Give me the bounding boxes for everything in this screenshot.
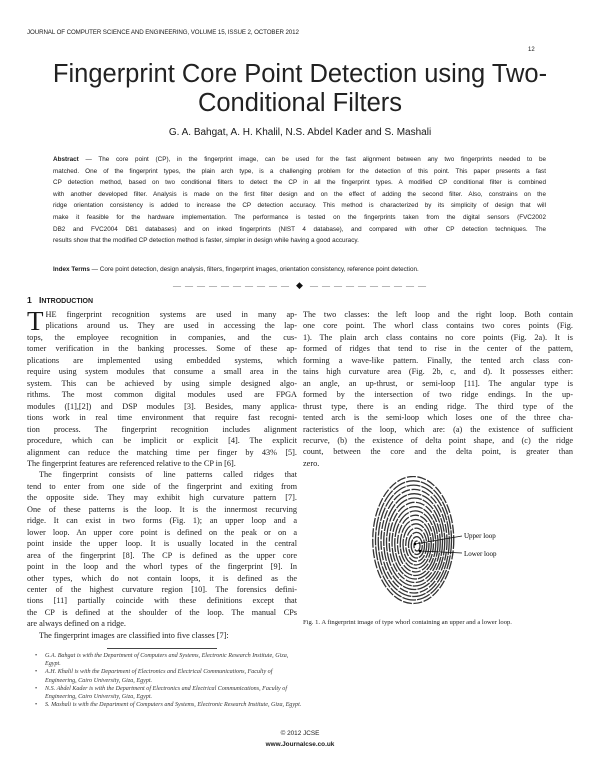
lower-loop-label: Lower loop <box>464 550 497 558</box>
text-line-content: point inside the upper loop. It is usually located in the central <box>27 539 297 549</box>
text-line-content: formed of ridges that tend to rise in the center of the pattern, <box>303 344 573 354</box>
text-line <box>27 332 297 343</box>
upper-loop-marker <box>414 543 417 546</box>
drop-cap: T <box>27 306 44 336</box>
text-line-content: tains high curvature area (Fig. 2b, c, and d). It possesses either: <box>303 367 573 377</box>
text-line <box>27 401 297 412</box>
footnote-item: • G.A. Bahgat is with the Department of Computers and Systems, Electronic Research Institute, Giza, Egypt. <box>35 652 303 668</box>
text-line-content: modules ([1],[2]) and DSP modules [3]. Besides, many applica- <box>27 401 297 411</box>
text-line-content: zero. <box>303 458 320 468</box>
text-line-content: racteristics of the loop, which are: (a) the existence of sufficient <box>303 424 573 434</box>
text-line <box>303 320 573 331</box>
footnote-rule <box>107 648 217 649</box>
text-line <box>27 424 297 435</box>
text-line <box>27 412 297 423</box>
text-line <box>303 378 573 389</box>
text-line-content: tend to enter from one side of the fingerprint and exiting from <box>27 481 297 491</box>
footnote-item: • S. Mashali is with the Department of Computers and Systems, Electronic Research Institute, Giza, Egypt. <box>35 701 303 709</box>
text-line-content: the opposite side. They may exhibit high curvature pattern [7]. <box>27 493 297 503</box>
text-line-content: The fingerprint features are referenced relative to the CP in [6]. <box>27 458 236 468</box>
text-line-content: tops, the employee recognition in companies, and the cus- <box>27 333 297 342</box>
text-line-content: other types, which do not contain loops, it is defined as the <box>27 573 297 583</box>
text-line <box>27 343 297 354</box>
text-line <box>303 446 573 457</box>
text-line <box>27 584 297 595</box>
text-line <box>27 447 297 458</box>
text-line <box>27 630 297 641</box>
footnote-item: • A.H. Khalil is with the Department of Electronics and Electrical Communications, Faculty of Engineering, Cairo University, Giza, Egypt. <box>35 668 303 684</box>
text-line-content: system. This can be achieved by using simple designed algo- <box>27 378 297 388</box>
text-line-content: rithms. The most common digital modules used are FPGA <box>27 390 297 400</box>
abstract-line <box>53 166 546 178</box>
ridge-line <box>373 477 454 604</box>
text-line <box>27 481 297 492</box>
text-line-content: The fingerprint consists of line patterns called ridges that <box>39 470 297 480</box>
text-line <box>303 424 573 435</box>
text-line-content: area of the fingerprint [8]. The CP is defined as the upper core <box>27 550 297 560</box>
text-line-content: tions [11] partially coincide with these definitions except that <box>27 596 297 606</box>
text-line-content: tion process. The fingerprint recognition includes alignment <box>27 424 297 434</box>
text-line-content: count, between the core and the delta point, is greater than <box>303 447 573 457</box>
text-line <box>303 343 573 354</box>
text-line-content: require using system modules that consume a small area in the <box>27 367 297 377</box>
title-line: Fingerprint Core Point Detection using Two- <box>52 60 548 88</box>
text-line <box>27 366 297 377</box>
text-line-content: thrust type, there is an ending ridge. The third type of the <box>303 401 573 411</box>
separator-dashes: — — — — — — — — — — <box>309 281 427 290</box>
text-line <box>27 355 297 366</box>
fingerprint-image <box>373 477 454 604</box>
separator-dashes: — — — — — — — — — — <box>173 281 291 290</box>
text-line <box>303 458 573 469</box>
text-line-content: are always defined on a ridge. <box>27 619 126 629</box>
index-terms-text: — Core point detection, design analysis, filters, fingerprint images, orientation consistency, reference point detection. <box>89 266 419 273</box>
text-line <box>27 515 297 526</box>
section-title-initial: I <box>38 295 42 305</box>
text-line-content: formed by the intersection of two ridge endings. In the up- <box>303 390 573 400</box>
text-line <box>27 561 297 572</box>
copyright: © 2012 JCSE <box>280 730 320 737</box>
text-line <box>303 401 573 412</box>
abstract-line <box>53 224 546 236</box>
text-line <box>27 435 297 446</box>
footnote-item: • N.S. Abdel Kader is with the Department of Electronics and Electrical Communications, Faculty of Engineering, Cairo University, Giza, Egypt. <box>35 685 303 701</box>
text-line <box>27 607 297 618</box>
abstract-text: DB2 and FVC2004 DB1 databases) and on inked fingerprints (NIST 4 database), and compared with other CP detection techniques. The <box>53 225 546 233</box>
title-line: Conditional Filters <box>197 89 403 117</box>
abstract-line <box>53 212 546 224</box>
left-column <box>27 306 297 641</box>
section-number: 1 <box>27 295 32 305</box>
text-line-content: The fingerprint images are classified into five classes [7]: <box>39 630 229 640</box>
text-line <box>303 355 573 366</box>
text-line-content: 1). The plain arch class contains no core points (Fig. 2a). It is <box>303 332 573 342</box>
section-title: NTRODUCTION <box>41 298 94 305</box>
abstract-line <box>53 235 546 247</box>
text-line <box>27 538 297 549</box>
journal-url[interactable]: www.Journalcse.co.uk <box>265 741 335 748</box>
text-line <box>303 389 573 400</box>
figure-caption: Fig. 1. A fingerprint image of type whorl containing an upper and a lower loop. <box>303 619 512 626</box>
upper-loop-label: Upper loop <box>464 532 496 540</box>
text-line <box>303 366 573 377</box>
text-line <box>27 458 297 469</box>
section-separator <box>0 280 600 291</box>
text-line <box>303 412 573 423</box>
text-line <box>46 309 298 320</box>
right-column <box>303 309 573 469</box>
text-line <box>27 389 297 400</box>
abstract-label: Abstract <box>53 156 79 163</box>
text-line-content: plications around us. They are used in accessing the lap- <box>45 321 297 331</box>
text-line <box>27 378 297 389</box>
text-line <box>303 332 573 343</box>
text-line <box>27 618 297 629</box>
text-line <box>303 435 573 446</box>
text-line-content: the CP is defined at the shoulder of the loop. The manual CPs <box>27 607 297 617</box>
text-line <box>27 573 297 584</box>
text-line-content: one core point. The whorl class contains two cores points (Fig. <box>303 321 573 331</box>
text-line-content: The two classes: the left loop and the right loop. Both contain <box>303 310 573 319</box>
page-number: 12 <box>528 47 535 53</box>
abstract-text: results show that the modified CP detection method is faster, simpler in design while having a good accuracy. <box>53 237 359 245</box>
text-line-content: point in the loop and the whorl types of the fingerprint [9]. In <box>27 562 297 572</box>
journal-header: JOURNAL OF COMPUTER SCIENCE AND ENGINEERING, VOLUME 15, ISSUE 2, OCTOBER 2012 <box>27 29 299 36</box>
abstract-text: ridge orientation consistency is added to increase the CP detection accuracy. This method is characterized by its simplicity of design that will <box>53 202 546 210</box>
text-line <box>27 595 297 606</box>
text-line-content: tomer verification in the banking processes. Some of these ap- <box>27 344 297 354</box>
lower-loop-marker <box>419 550 422 553</box>
text-line-content: One of these patterns is the loop. It is the innermost recurving <box>27 504 297 514</box>
diamond-icon: ◆ <box>296 280 304 290</box>
text-line-content: procedure, which can be implicit or explicit [4]. The explicit <box>27 436 297 446</box>
text-line-content: center of the highest curvature region [10]. The forensics defini- <box>27 584 297 594</box>
text-line-content: alignment can reduce the matching time per finger by 43% [5]. <box>27 447 297 457</box>
text-line-content: plications are implemented using embedded systems, which <box>27 355 297 365</box>
text-line-content: HE fingerprint recognition systems are used in many ap- <box>45 310 297 319</box>
abstract-text: matched. One of the fingerprint types, the plain arch type, is a challenging problem for the detection of this point. This paper presents a fast <box>53 167 546 175</box>
footnotes <box>35 652 303 709</box>
abstract-line <box>53 200 546 212</box>
text-line <box>27 550 297 561</box>
ridge-line <box>381 489 447 593</box>
abstract-text: make it feasible for the hardware implementation. The performance is tested on the fingerprints taken from the digital sensors (FVC2002 <box>53 213 546 221</box>
text-line <box>27 504 297 515</box>
authors: G. A. Bahgat, A. H. Khalil, N.S. Abdel Kader and S. Mashali <box>168 127 432 138</box>
abstract-line <box>53 189 546 201</box>
abstract-text: with another developed filter. Analysis is made on the first filter design and on the effect of adding the second filter. Also, constrains on the <box>53 190 546 198</box>
text-line-content: an angle, an up-thrust, or semi-loop [11]. The angular type is <box>303 378 573 388</box>
text-line-content: tented arch is the semi-loop which loses one of the three cha- <box>303 413 573 423</box>
paper-title <box>0 60 600 118</box>
index-terms-label: Index Terms <box>53 266 90 273</box>
fingerprint-figure <box>365 476 565 614</box>
text-line <box>27 492 297 503</box>
text-line-content: recurve, (b) the existence of delta point shape, and (c) the ridge <box>303 435 573 445</box>
abstract-line <box>53 154 546 166</box>
text-line-content: forming a wave-like pattern. Finally, the tented arch class con- <box>303 355 573 365</box>
abstract <box>53 154 546 247</box>
abstract-text: — The core point (CP), in the fingerprint image, can be used for the fast alignment between any two fingerprints needed to be <box>78 156 546 163</box>
text-line-content: lower loop. An upper core point is defined on the peak or on a <box>27 527 297 537</box>
ridge-line <box>414 541 420 551</box>
text-line-content: ridge. It can exist in two forms (Fig. 1); an upper loop and a <box>27 516 297 526</box>
abstract-text: CP detection method, based on two conditional filters to detect the CP in all the fingerprint types. A modified CP conditional filter is combined <box>53 179 546 187</box>
text-line <box>27 469 297 480</box>
text-line <box>303 309 573 320</box>
index-terms <box>53 266 546 274</box>
abstract-line <box>53 177 546 189</box>
text-line <box>27 527 297 538</box>
text-line <box>46 320 298 331</box>
text-line-content: tions work in real time environment that require fast recogni- <box>27 413 297 423</box>
